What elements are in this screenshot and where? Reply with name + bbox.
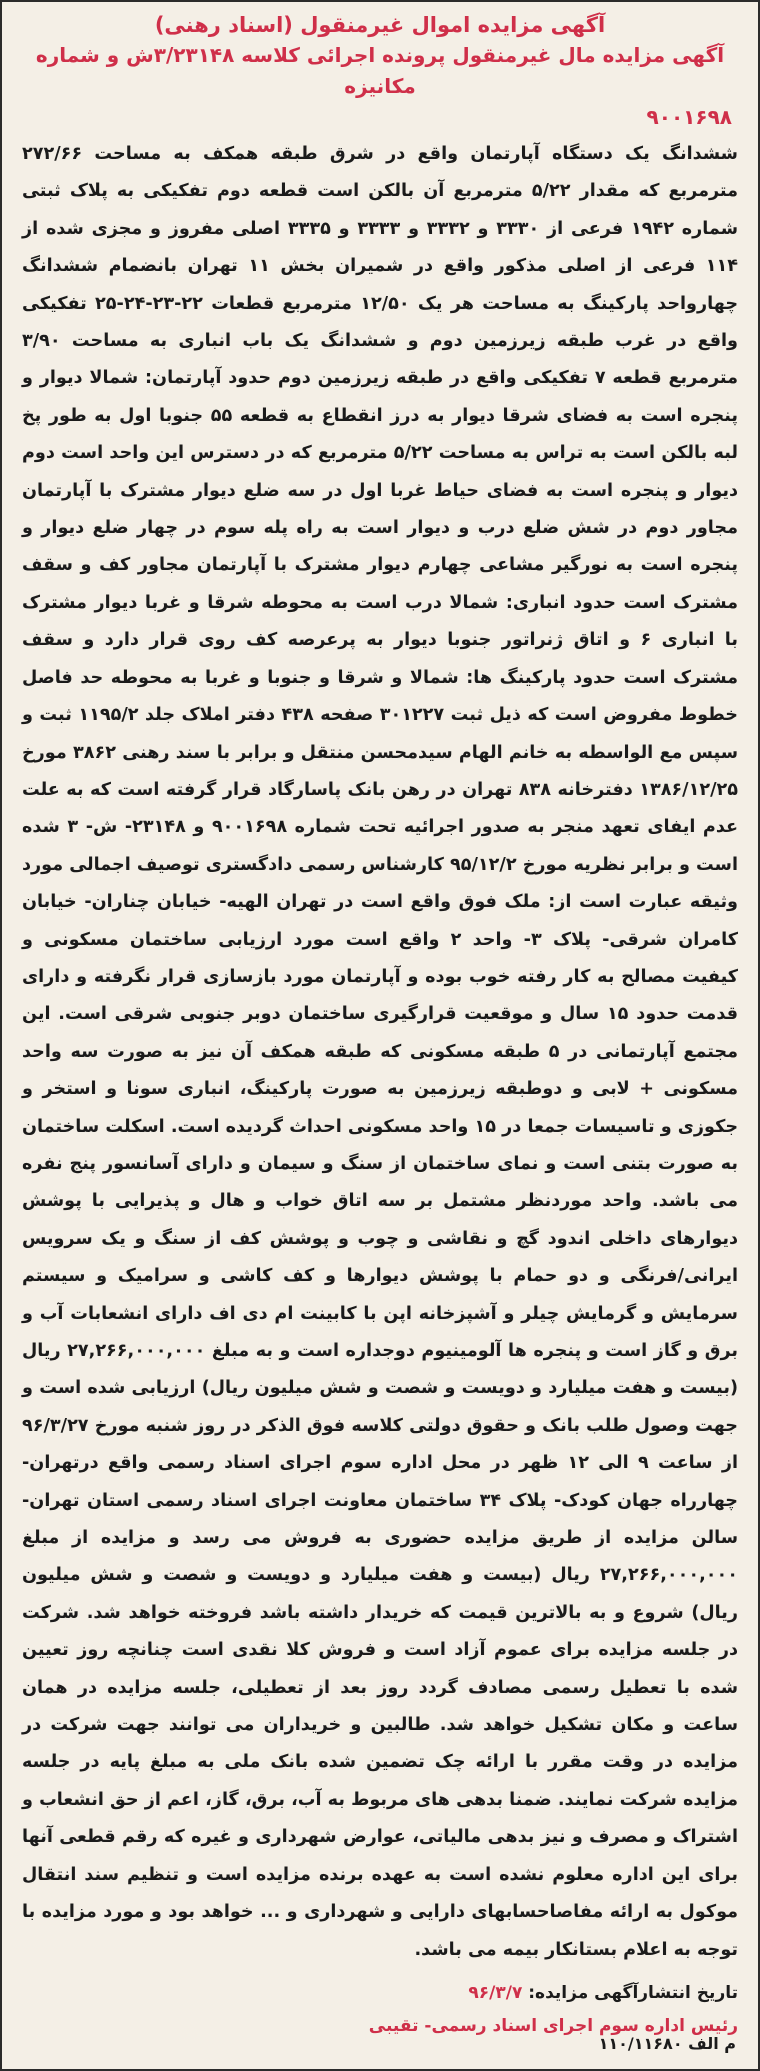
signature: رئیس اداره سوم اجرای اسناد رسمی- تقیبی bbox=[368, 2015, 738, 2036]
publish-date-line bbox=[22, 1977, 738, 2010]
reference-number: م الف ۱۱۰/۱۱۶۸۰ bbox=[598, 2034, 736, 2053]
publish-date: ۹۶/۳/۷ bbox=[468, 1982, 523, 2003]
publish-date-label: تاریخ انتشارآگهی مزایده: bbox=[528, 1982, 738, 2003]
notice-subtitle: آگهی مزایده مال غیرمنقول پرونده اجرائی کلاسه ۳/۲۳۱۴۸ش و شماره مکانیزه bbox=[35, 43, 725, 98]
notice-title: آگهی مزایده اموال غیرمنقول (اسناد رهنی) bbox=[154, 13, 606, 37]
notice-body: ششدانگ یک دستگاه آپارتمان واقع در شرق طبقه همکف به مساحت ۲۷۲/۶۶ مترمربع که مقدار ۵/۲۲ مترمربع آن بالکن است قطعه دوم تفکیکی به پلاک ثبتی شماره ۱۹۴۲ فرعی از ۳۳۳۰ و ۳۳۳۲ و ۳۳۳۳ و ۳۳۳۵ اصلی مفروز و مجزی شده از ۱۱۴ فرعی از اصلی مذکور واقع در شمیران بخش ۱۱ تهران بانضمام ششدانگ چهارواحد پارکینگ به مساحت هر یک ۱۲/۵۰ مترمربع قطعات ۲۲-۲۳-۲۴-۲۵ تفکیکی واقع در غرب طبقه زیرزمین دوم و ششدانگ یک باب انباری به مساحت ۳/۹۰ مترمربع قطعه ۷ تفکیکی واقع در طبقه زیرزمین دوم حدود آپارتمان: شمالا دیوار و پنجره است به فضای شرقا دیوار به درز انقطاع به قطعه ۵۵ جنوبا اول به طور پخ لبه بالکن است به تراس به مساحت ۵/۲۲ مترمربع که در دسترس این واحد است دوم دیوار و پنجره است به فضای حیاط غربا اول در سه ضلع دیوار مشترک با آپارتمان مجاور دوم در شش ضلع درب و دیوار است به راه پله سوم در چهار ضلع دیوار و پنجره است به نورگیر مشاعی چهارم دیوار مشترک با آپارتمان مجاور کف و سقف مشترک است حدود انباری: شمالا درب است به محوطه شرقا و غربا دیوار مشترک با انباری ۶ و اتاق ژنراتور جنوبا دیوار به پرعرصه کف روی قرار دارد و سقف مشترک است حدود پارکینگ ها: شمالا و شرقا و جنوبا و غربا به محوطه حد فاصل خطوط مفروض است که ذیل ثبت ۳۰۱۲۲۷ صفحه ۴۳۸ دفتر املاک جلد ۱۱۹۵/۲ ثبت و سپس مع الواسطه به خانم الهام سیدمحسن منتقل و برابر با سند رهنی ۳۸۶۲ مورخ ۱۳۸۶/۱۲/۲۵ دفترخانه ۸۳۸ تهران در رهن بانک پاسارگاد قرار گرفته است که به علت عدم ایفای تعهد منجر به صدور اجرائیه تحت شماره ۹۰۰۱۶۹۸ و ۲۳۱۴۸- ش- ۳ شده است و برابر نظریه مورخ ۹۵/۱۲/۲ کارشناس رسمی دادگستری توصیف اجمالی مورد وثیقه عبارت است از: ملک فوق واقع است در تهران الهیه- خیابان چناران- خیابان کامران شرقی- پلاک ۳- واحد ۲ واقع است مورد ارزیابی ساختمان مسکونی و کیفیت مصالح به کار رفته خوب بوده و آپارتمان مورد بازسازی قرار نگرفته و دارای قدمت حدود ۱۵ سال و موقعیت قرارگیری ساختمان دوبر جنوبی شرقی است. این مجتمع آپارتمانی در ۵ طبقه مسکونی که طبقه همکف آن نیز به صورت سه واحد مسکونی + لابی و دوطبقه زیرزمین به صورت پارکینگ، انباری سونا و استخر و جکوزی و تاسیسات جمعا در ۱۵ واحد مسکونی احداث گردیده است. اسکلت ساختمان به صورت بتنی است و نمای ساختمان از سنگ و سیمان و دارای آسانسور پنج نفره می باشد. واحد موردنظر مشتمل بر سه اتاق خواب و هال و پذیرایی با پوشش دیوارهای داخلی اندود گچ و نقاشی و چوب و پوشش کف از سنگ و یک سرویس ایرانی/فرنگی و دو حمام با پوشش دیوارها و کف کاشی و سرامیک و سیستم سرمایش و گرمایش چیلر و آشپزخانه اپن با کابینت ام دی اف دارای انشعابات آب و برق و گاز است و پنجره ها آلومینیوم دوجداره است و به مبلغ ۲۷,۲۶۶,۰۰۰,۰۰۰ ریال (بیست و هفت میلیارد و دویست و شصت و شش میلیون ریال) ارزیابی شده است و جهت وصول طلب بانک و حقوق دولتی کلاسه فوق الذکر در روز شنبه مورخ ۹۶/۳/۲۷ از ساعت ۹ الی ۱۲ ظهر در محل اداره سوم اجرای اسناد رسمی واقع درتهران- چهارراه جهان کودک- پلاک ۳۴ ساختمان معاونت اجرای اسناد رسمی استان تهران- سالن مزایده از طریق مزایده حضوری به فروش می رسد و مزایده از مبلغ ۲۷,۲۶۶,۰۰۰,۰۰۰ ریال (بیست و هفت میلیارد و دویست و شصت و شش میلیون ریال) شروع و به بالاترین قیمت که خریدار داشته باشد فروخته خواهد شد. شرکت در جلسه مزایده برای عموم آزاد است و فروش کلا نقدی است چنانچه روز تعیین شده با تعطیل رسمی مصادف گردد روز بعد از تعطیلی، جلسه مزایده در همان ساعت و مکان تشکیل خواهد شد. طالبین و خریداران می توانند جهت شرکت در مزایده در وقت مقرر با ارائه چک تضمین شده بانک ملی به مبلغ پایه در جلسه مزایده شرکت نمایند. ضمنا بدهی های مربوط به آب، برق، گاز، اعم از حق انشعاب و اشتراک و مصرف و نیز بدهی مالیاتی، عوارض شهرداری و غیره که رقم قطعی آنها برای این اداره معلوم نشده است به عهده برنده مزایده است و تنظیم سند انتقال موکول به ارائه مفاصاحسابهای دارایی و شهرداری و ... خواهد بود و مورد مزایده با توجه به اعلام بستانکار بیمه می باشد. bbox=[22, 144, 739, 1960]
file-number: ۹۰۰۱۶۹۸ bbox=[646, 105, 732, 129]
